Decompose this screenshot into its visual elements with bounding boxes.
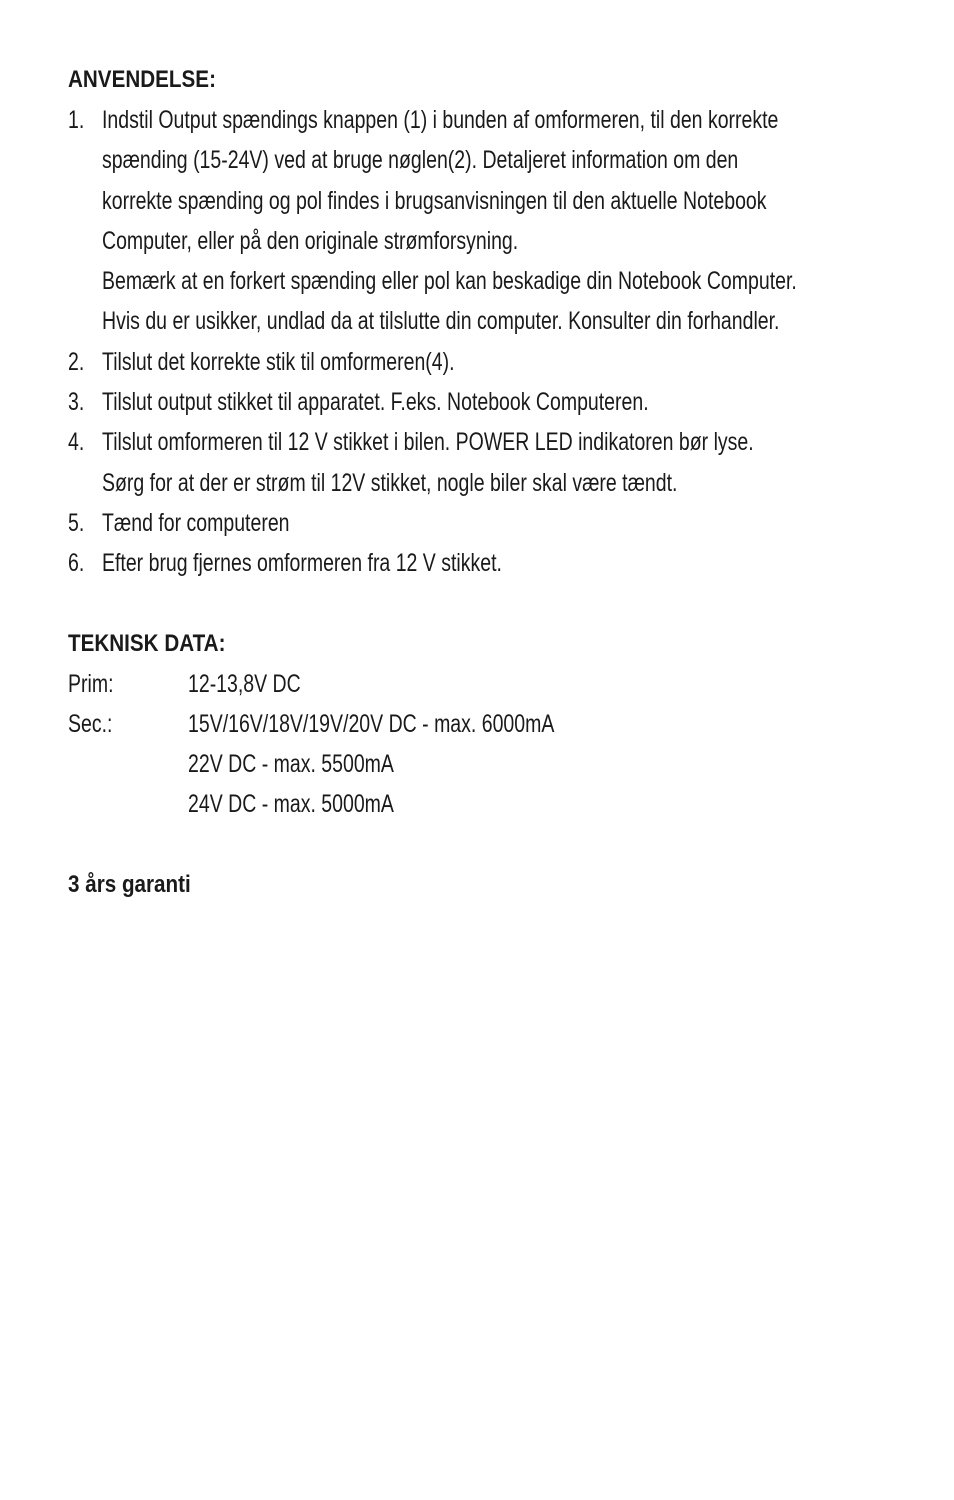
step-text: spænding (15-24V) ved at bruge nøglen(2). Detaljeret information om den [102, 146, 739, 175]
warranty-line [68, 865, 908, 905]
spec-value: 15V/16V/18V/19V/20V DC - max. 6000mA [188, 709, 555, 738]
spec-row-sec-24v [68, 784, 908, 824]
spec-label: Prim: [68, 669, 114, 698]
section-spacer [68, 825, 908, 865]
step-text: Sørg for at der er strøm til 12V stikket, nogle biler skal være tændt. [102, 468, 678, 497]
usage-heading-line [68, 60, 908, 100]
step-4-line-2 [68, 463, 908, 503]
tech-heading: TEKNISK DATA: [68, 629, 226, 657]
step-text: Bemærk at en forkert spænding eller pol kan beskadige din Notebook Computer. [102, 267, 797, 296]
step-4-line-1 [68, 422, 908, 462]
step-1-line-2 [68, 140, 908, 180]
usage-steps-list [68, 100, 908, 584]
spec-row-prim [68, 664, 908, 704]
step-text: Tilslut omformeren til 12 V stikket i bilen. POWER LED indikatoren bør lyse. [102, 428, 754, 457]
spec-label: Sec.: [68, 709, 113, 738]
spec-row-sec-22v [68, 744, 908, 784]
step-number: 2. [68, 347, 85, 376]
step-1-line-5 [68, 261, 908, 301]
step-text: Efter brug fjernes omformeren fra 12 V stikket. [102, 549, 502, 578]
step-number: 1. [68, 106, 85, 134]
step-2-line-1 [68, 342, 908, 382]
step-text: Tænd for computeren [102, 508, 290, 537]
spec-row-sec [68, 704, 908, 744]
step-text: Tilslut det korrekte stik til omformeren(4). [102, 347, 455, 376]
step-3-line-1 [68, 382, 908, 422]
step-number: 5. [68, 508, 85, 537]
tech-heading-line [68, 624, 908, 664]
section-spacer [68, 584, 908, 624]
spec-value: 22V DC - max. 5500mA [188, 750, 394, 779]
usage-heading: ANVENDELSE: [68, 66, 216, 93]
step-text: Tilslut output stikket til apparatet. F.eks. Notebook Computeren. [102, 388, 649, 417]
step-1-line-1 [68, 100, 908, 140]
step-number: 4. [68, 428, 85, 457]
spec-value: 12-13,8V DC [188, 669, 301, 698]
tech-spec-table [68, 664, 908, 825]
step-text: korrekte spænding og pol findes i brugsanvisningen til den aktuelle Notebook [102, 186, 767, 215]
spec-value: 24V DC - max. 5000mA [188, 790, 394, 819]
manual-page [68, 60, 908, 905]
step-text: Computer, eller på den originale strømforsyning. [102, 226, 519, 255]
warranty-text: 3 års garanti [68, 870, 191, 898]
step-text: Indstil Output spændings knappen (1) i bunden af omformeren, til den korrekte [102, 106, 779, 134]
step-1-line-6 [68, 301, 908, 341]
step-number: 3. [68, 388, 85, 417]
step-1-line-3 [68, 181, 908, 221]
step-1-line-4 [68, 221, 908, 261]
step-number: 6. [68, 549, 85, 578]
step-6-line-1 [68, 543, 908, 583]
step-text: Hvis du er usikker, undlad da at tilslutte din computer. Konsulter din forhandler. [102, 307, 780, 336]
step-5-line-1 [68, 503, 908, 543]
